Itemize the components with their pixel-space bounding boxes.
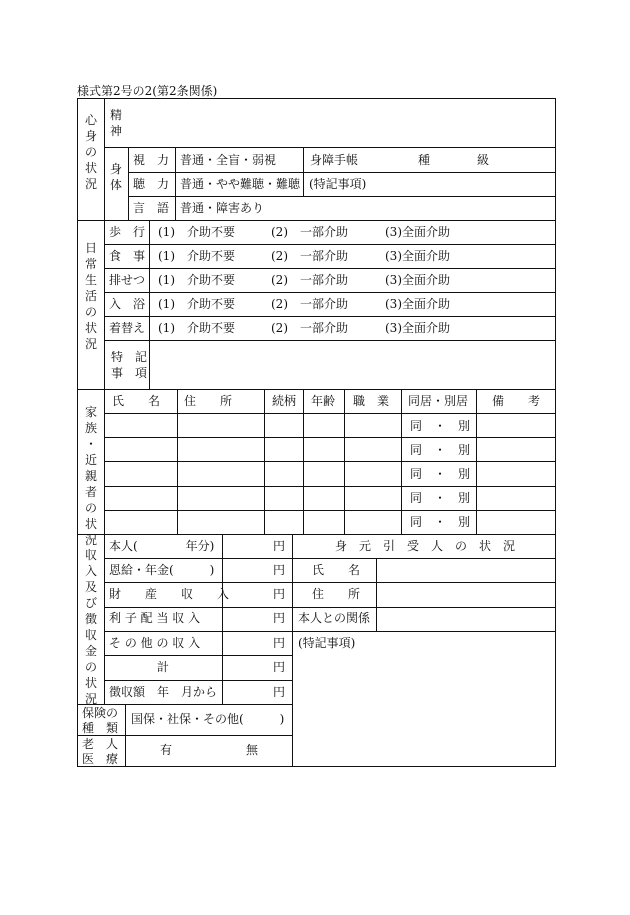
insurance-label: 保険の — [82, 706, 119, 720]
daily-row-label: 食 事 — [109, 249, 146, 263]
hearing-label: 聴 力 — [133, 177, 170, 191]
daily-option-3: (3)全面介助 — [385, 297, 450, 311]
vision-label: 視 力 — [133, 153, 170, 167]
guarantor-name-label: 氏 名 — [312, 563, 361, 577]
handbook-label: 身障手帳 — [310, 153, 359, 167]
rule — [77, 766, 555, 767]
section-label-mental-physical: 心 身 の 状 況 — [84, 113, 97, 191]
hearing-options: 普通・やや難聴・難聴 — [180, 177, 301, 191]
daily-special-label: 特 記 — [111, 350, 148, 364]
daily-option-1: (1) 介助不要 — [158, 273, 235, 287]
family-header-remarks: 備 考 — [492, 394, 541, 408]
daily-option-3: (3)全面介助 — [385, 273, 450, 287]
guarantor-address-label: 住 所 — [312, 587, 361, 601]
income-row-unit: 円 — [273, 660, 286, 674]
family-header-occupation: 職 業 — [353, 394, 390, 408]
physical-label: 身 体 — [109, 162, 122, 192]
income-row-unit: 円 — [273, 611, 286, 625]
rule — [77, 704, 292, 705]
rule — [104, 510, 555, 511]
rule — [104, 316, 555, 317]
daily-option-1: (1) 介助不要 — [158, 297, 235, 311]
income-row-label: 徴収額 年 月から — [109, 685, 218, 699]
guarantor-notes-label: (特記事項) — [298, 636, 356, 650]
speech-label: 言 語 — [133, 201, 170, 215]
guarantor-relation-label: 本人との関係 — [298, 611, 371, 625]
rule — [128, 196, 555, 197]
daily-row-label: 排せつ — [109, 273, 146, 287]
section-label-income: 収 入 及 び 徴 収 金 の 状 況 — [84, 548, 97, 706]
mental-label: 精 神 — [109, 108, 122, 138]
daily-option-2: (2) 一部介助 — [271, 273, 348, 287]
family-living-option: 同 ・ 別 — [410, 419, 471, 433]
rule — [376, 558, 377, 631]
daily-option-1: (1) 介助不要 — [158, 321, 235, 335]
rule — [149, 220, 150, 389]
daily-option-2: (2) 一部介助 — [271, 321, 348, 335]
elderly-medical-label: 医 療 — [82, 752, 119, 766]
rule — [175, 147, 176, 220]
vision-options: 普通・全盲・弱視 — [180, 153, 277, 167]
income-row-unit: 円 — [273, 636, 286, 650]
income-row-label: 利 子 配 当 収 入 — [109, 611, 201, 625]
daily-option-2: (2) 一部介助 — [271, 297, 348, 311]
rule — [77, 98, 78, 767]
form-title: 様式第2号の2(第2条関係) — [77, 84, 218, 98]
rule — [77, 389, 555, 390]
guarantor-title: 身 元 引 受 人 の 状 況 — [335, 539, 516, 553]
rule — [104, 340, 555, 341]
income-row-label: そ の 他 の 収 入 — [109, 636, 201, 650]
insurance-label: 種 類 — [82, 721, 119, 735]
family-header-relation: 続柄 — [272, 394, 297, 408]
rule — [104, 607, 555, 608]
elderly-medical-yes: 有 — [160, 743, 173, 757]
daily-row-label: 入 浴 — [109, 297, 146, 311]
rule — [104, 220, 105, 389]
rule — [104, 461, 555, 462]
speech-options: 普通・障害あり — [180, 201, 265, 215]
section-label-family: 家 族 ・ 近 親 者 の 状 況 — [84, 405, 97, 547]
rule — [77, 735, 292, 736]
daily-special-label: 事 項 — [111, 366, 148, 380]
daily-option-3: (3)全面介助 — [385, 225, 450, 239]
rule — [104, 582, 555, 583]
rule — [104, 292, 555, 293]
family-living-option: 同 ・ 別 — [410, 467, 471, 481]
rule — [128, 147, 129, 220]
daily-option-2: (2) 一部介助 — [271, 249, 348, 263]
rule — [104, 680, 292, 681]
special-notes-label: (特記事項) — [309, 177, 367, 191]
family-living-option: 同 ・ 別 — [410, 443, 471, 457]
rule — [128, 172, 555, 173]
rule — [104, 268, 555, 269]
income-row-unit: 円 — [273, 685, 286, 699]
elderly-medical-no: 無 — [246, 743, 259, 757]
daily-option-1: (1) 介助不要 — [158, 225, 235, 239]
rule — [104, 655, 292, 656]
family-header-age: 年齢 — [311, 394, 336, 408]
insurance-options: 国保・社保・その他( ) — [131, 712, 285, 726]
daily-option-3: (3)全面介助 — [385, 321, 450, 335]
family-living-option: 同 ・ 別 — [410, 491, 471, 505]
daily-option-2: (2) 一部介助 — [271, 225, 348, 239]
rule — [222, 534, 223, 704]
rule — [77, 534, 555, 535]
rule — [104, 631, 555, 632]
rule — [104, 413, 555, 414]
income-row-unit: 円 — [273, 587, 286, 601]
income-row-label: 恩給・年金( ) — [109, 563, 215, 577]
income-row-unit: 円 — [273, 539, 286, 553]
income-row-unit: 円 — [273, 563, 286, 577]
rule — [292, 534, 293, 766]
rule — [125, 704, 126, 766]
daily-row-label: 歩 行 — [109, 225, 146, 239]
income-row-label: 本人( 年分) — [109, 539, 215, 553]
rule — [104, 244, 555, 245]
daily-row-label: 着替え — [109, 321, 146, 335]
rule — [104, 437, 555, 438]
family-header-address: 住 所 — [184, 394, 233, 408]
handbook-type: 種 — [418, 153, 431, 167]
rule — [104, 534, 105, 704]
rule — [104, 98, 105, 220]
family-header-name: 氏 名 — [112, 394, 161, 408]
rule — [104, 147, 555, 148]
rule — [555, 98, 556, 767]
rule — [104, 558, 555, 559]
handbook-grade: 級 — [477, 153, 490, 167]
rule — [77, 98, 555, 99]
family-header-living: 同居・別居 — [408, 394, 469, 408]
daily-option-1: (1) 介助不要 — [158, 249, 235, 263]
elderly-medical-label: 老 人 — [82, 737, 119, 751]
income-row-label: 計 — [157, 660, 170, 674]
family-living-option: 同 ・ 別 — [410, 515, 471, 529]
income-row-label: 財 産 収 入 — [109, 587, 230, 601]
rule — [104, 486, 555, 487]
section-label-daily-life: 日 常 生 活 の 状 況 — [84, 241, 97, 351]
daily-option-3: (3)全面介助 — [385, 249, 450, 263]
